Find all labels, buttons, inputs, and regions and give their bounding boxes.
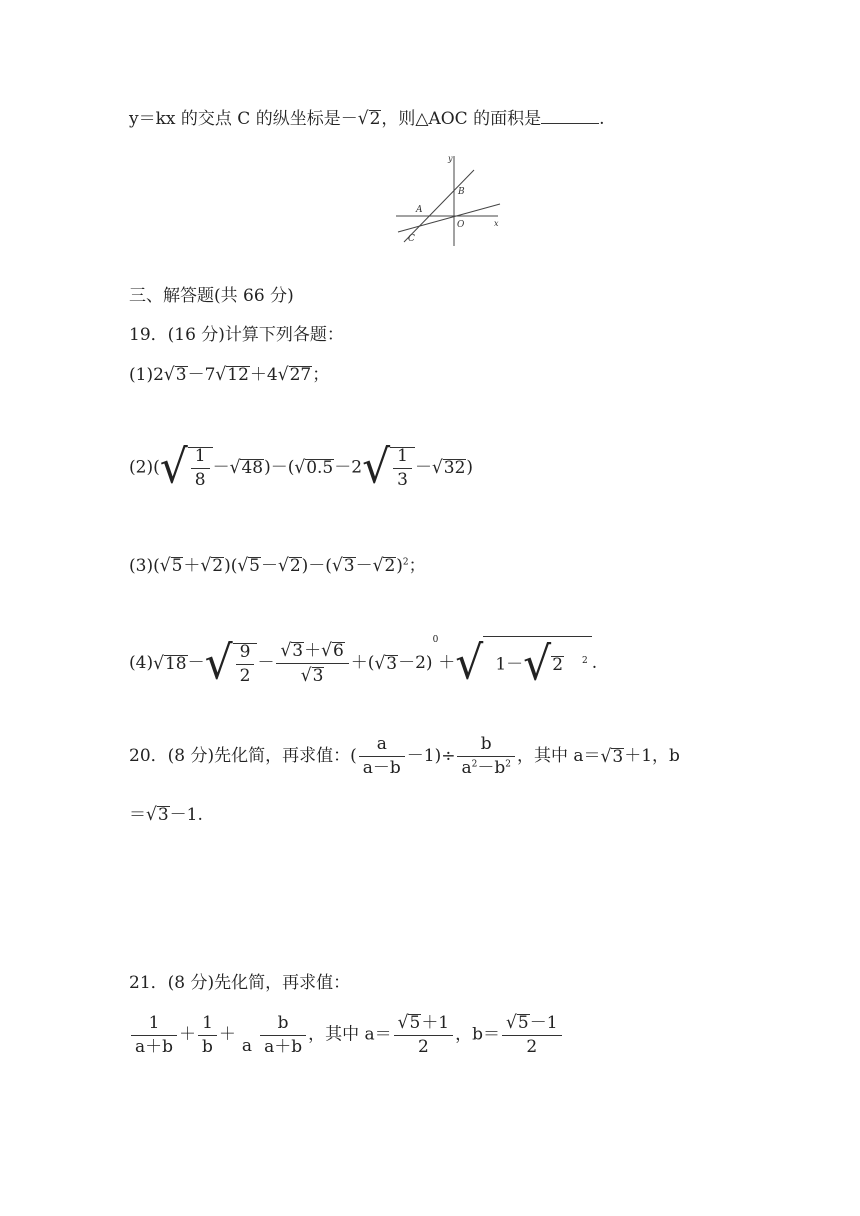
q19-part-4: (4)√18－√ $\frac{9}{2}$ － $\frac{√3+√6}{√3}$ $+(√3-2)^0+√$ 1－√2 $^2$ . (129, 635, 598, 692)
line-intersection-figure (392, 150, 504, 250)
q21-expression: $\frac{1}{a+b}$ ＋ $\frac{1}{b}$ ＋ a $\frac{b}{a+b}$ ，其中 a＝ $\frac{√5+1}{2}$ ，b＝ $\frac{√5-1}{2}$ (129, 1014, 564, 1056)
point-c-label: C (408, 234, 415, 244)
q19-part-3: $(3)(√5+√2)(√5-√2)-(√3-√2)^2$； (129, 555, 426, 577)
q19-part-2: (2)(√ $\frac{1}{8}$ －√48)－(√0.5－2√ $\frac{1}{3}$ －√32) (129, 440, 474, 495)
point-a-label: A (416, 205, 423, 215)
y-label: y (448, 154, 453, 163)
q18-text-2: ，则△AOC 的面积是 (381, 109, 542, 129)
sqrt-2: √2 (357, 108, 381, 130)
line-oc (398, 204, 500, 232)
q21-title: 21．(8 分)先化简，再求值： (129, 973, 351, 993)
q18-tail-line (129, 110, 605, 128)
q19-part-1: (1)2√3－7√12＋4√27； (129, 364, 330, 386)
point-b-label: B (458, 187, 465, 197)
origin-label: O (457, 220, 465, 230)
answer-blank (541, 122, 599, 124)
q20-line-1: 20．(8 分)先化简，再求值：( $\frac{a}{a-b}$ －1)÷ $\frac{b}{a^2-b^2}$ ，其中 a＝√3＋1，b (129, 734, 680, 778)
q20-line-2: ＝√3－1. (129, 804, 203, 826)
q18-end: . (599, 109, 605, 129)
line-ab (404, 170, 474, 242)
q18-text: y＝kx 的交点 C 的纵坐标是－ (129, 109, 358, 129)
section-heading: 三、解答题(共 66 分) (129, 286, 294, 306)
x-label: x (494, 219, 499, 228)
q19-title: 19．(16 分)计算下列各题： (129, 325, 344, 345)
